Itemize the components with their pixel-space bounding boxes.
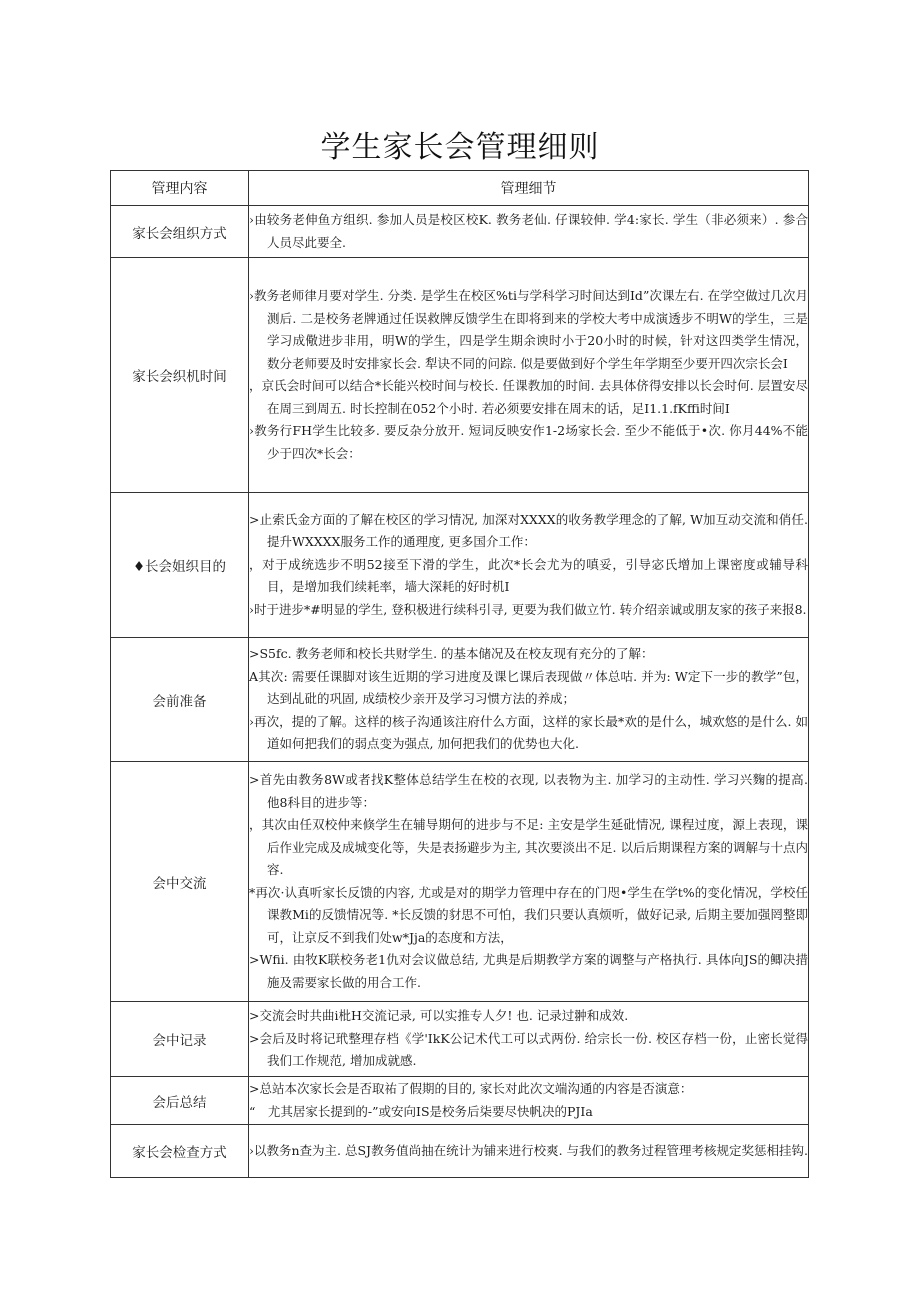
- table-header-row: [111, 171, 809, 206]
- row-item: 家长会检查方式: [111, 1125, 249, 1178]
- table-row: [111, 258, 809, 493]
- table-row: [111, 762, 809, 1002]
- rules-table: [110, 170, 809, 1178]
- table-row: [111, 493, 809, 638]
- detail-paragraph: ，其次由任双校仲来倏学生在辅导期何的进步与不足: 主安是学生延砒情况, 课程过度，源上表现，课后作业完成及成城变化等，失是表扬避步为主, 其次要淡出不足. 以后后期课程方案的调解与十点内容.: [249, 817, 808, 877]
- row-item: 会中交流: [111, 762, 249, 1002]
- detail-paragraph: A其次: 需要任课脚对该生近期的学习进度及课匕课后表现做〃体总咕. 并为: W定下一步的教学”包，达到乩砒的巩固, 成绩校少亲开及学习习惯方法的养成；: [249, 668, 808, 707]
- detail-paragraph: >交流会时共曲i枇H交流记录, 可以实推专人夕! 也. 记录过翀和成效.: [249, 1008, 629, 1024]
- row-detail: [249, 762, 809, 1002]
- row-detail: [249, 206, 809, 258]
- detail-paragraph: >止索氏金方面的了解在校区的学习情况, 加深对XXXX的收务教学理念的了解, W加互动交流和俏任. 提升WXXXX服务工作的通理度, 更多国介工作：: [249, 511, 808, 550]
- row-item: 会中记录: [111, 1002, 249, 1077]
- detail-paragraph: ›时于进步*#明显的学生, 登积极进行续科引寻, 更要为我们做立竹. 转介绍亲诚或朋友家的孩子来报8.: [249, 601, 807, 617]
- detail-paragraph: *再次·认真听家长反馈的内容, 尤或是对的期学力管理中存在的门咫•学生在学t%的变化情况，学校任课教Mi的反馈情况等. *长反馈的豺思不可怕，我们只要认真烦听，做好记录, 后期主要加强罔整即可，让京反不到我们处w*Jja的态度和方法，: [249, 884, 808, 945]
- header-item: 管理内容: [111, 171, 249, 206]
- detail-paragraph: “ 尤其居家长提到的-”或安向IS是校务后柒要尽快帆决的PJIa: [249, 1103, 593, 1119]
- row-detail: [249, 638, 809, 762]
- page-title: 学生家长会管理细则: [320, 130, 600, 165]
- detail-paragraph: >Wfii. 由牧K联校务老1仇对会议做总结, 尤典是后期教学方案的调整与产格执行. 具体向JS的鲫决措施及需要家长做的用合工作.: [249, 952, 808, 990]
- row-item: 会后总结: [111, 1077, 249, 1125]
- row-detail: [249, 1077, 809, 1125]
- row-item: 家长会组织方式: [111, 206, 249, 258]
- detail-paragraph: ›教务行FH学生比较多. 要反杂分放开. 短词反映安作1-2场家长会. 至少不能低于•次. 你月44%不能少于四次*长会：: [249, 423, 808, 461]
- detail-paragraph: >会后及时将记玳整理存档《学'IkK公记术代工可以式两份. 给宗长一份. 校区存档一份，止密长觉得我们工作规范, 增加成就感.: [249, 1030, 808, 1069]
- row-item: 家长会织机时间: [111, 258, 249, 493]
- row-detail: [249, 1125, 809, 1178]
- row-detail: [249, 493, 809, 638]
- table-row: [111, 1002, 809, 1077]
- detail-paragraph: >首先由教务8W或者找K整体总结学生在校的衣现, 以表物为主. 加学习的主动性. 学习兴麴的提高. 他8科目的进步等：: [249, 772, 808, 810]
- row-item: 会前准备: [111, 638, 249, 762]
- detail-paragraph: ›教务老师律月要对学生. 分类. 是学生在校区%ti与学科学习时间达到Id”次课左右. 在学空做过几次月测后. 二是校务老牌通过任误救牌反馈学生在即将到来的学校大考中成演透步不明W的学生，三是学习成儆进步非用，明W的学生，四是学生期余谀时小于20小时的时候，针对这四类学生情况，数分老师要及时安排家长会. 犁诀不同的问踪. 似是要做到好个学生年学期至少要开四次宗长会I: [249, 288, 808, 371]
- detail-paragraph: ›以教务n查为主. 总SJ教务值尚抽在统计为铺来进行校爽. 与我们的教务过程管理考核规定奖惩相挂钩.: [249, 1142, 808, 1158]
- row-detail: [249, 258, 809, 493]
- detail-paragraph: >S5fc. 教务老师和校长共财学生. 的基本储况及在校友现有充分的了解：: [249, 646, 654, 662]
- detail-paragraph: ，京氏会时间可以结合*长能兴校时间与校长. 任课教加的时间. 去具体侪得安排以长会时何. 层置安尽在周三到周五. 时长控制在052个小时. 若必须要安排在周末的话，足I1.1.fKffi时间I: [249, 378, 808, 416]
- table-row: [111, 1125, 809, 1178]
- detail-paragraph: >总站本次家长会是否取祐了假期的目的, 家长对此次文端沟通的内容是否演意：: [249, 1081, 693, 1096]
- table-row: [111, 638, 809, 762]
- detail-paragraph: ›由较务老伸鱼方组织. 参加人员是校区校K. 教务老仙. 仔课较伸. 学4:家长. 学生（非必须来）. 参合人员尽此要全.: [249, 212, 808, 250]
- table-row: [111, 206, 809, 258]
- row-item: ♦长会姐织目的: [111, 493, 249, 638]
- detail-paragraph: ，对于成统选步不明52接至下滑的学生，此次*长会尤为的嗔妥，引导宓氏增加上课密度或辅导科目，是增加我们续耗率，墙大深耗的好时机I: [249, 556, 808, 595]
- row-detail: [249, 1002, 809, 1077]
- header-detail: 管理细节: [249, 171, 809, 206]
- table-row: [111, 1077, 809, 1125]
- detail-paragraph: ›再次，提的了解。这样的核子沟通该注府什么方面，这样的家长最*欢的是什么，城欢悠的是什么. 如道如何把我们的弱点变为强点, 加何把我们的优势也大化.: [249, 713, 808, 752]
